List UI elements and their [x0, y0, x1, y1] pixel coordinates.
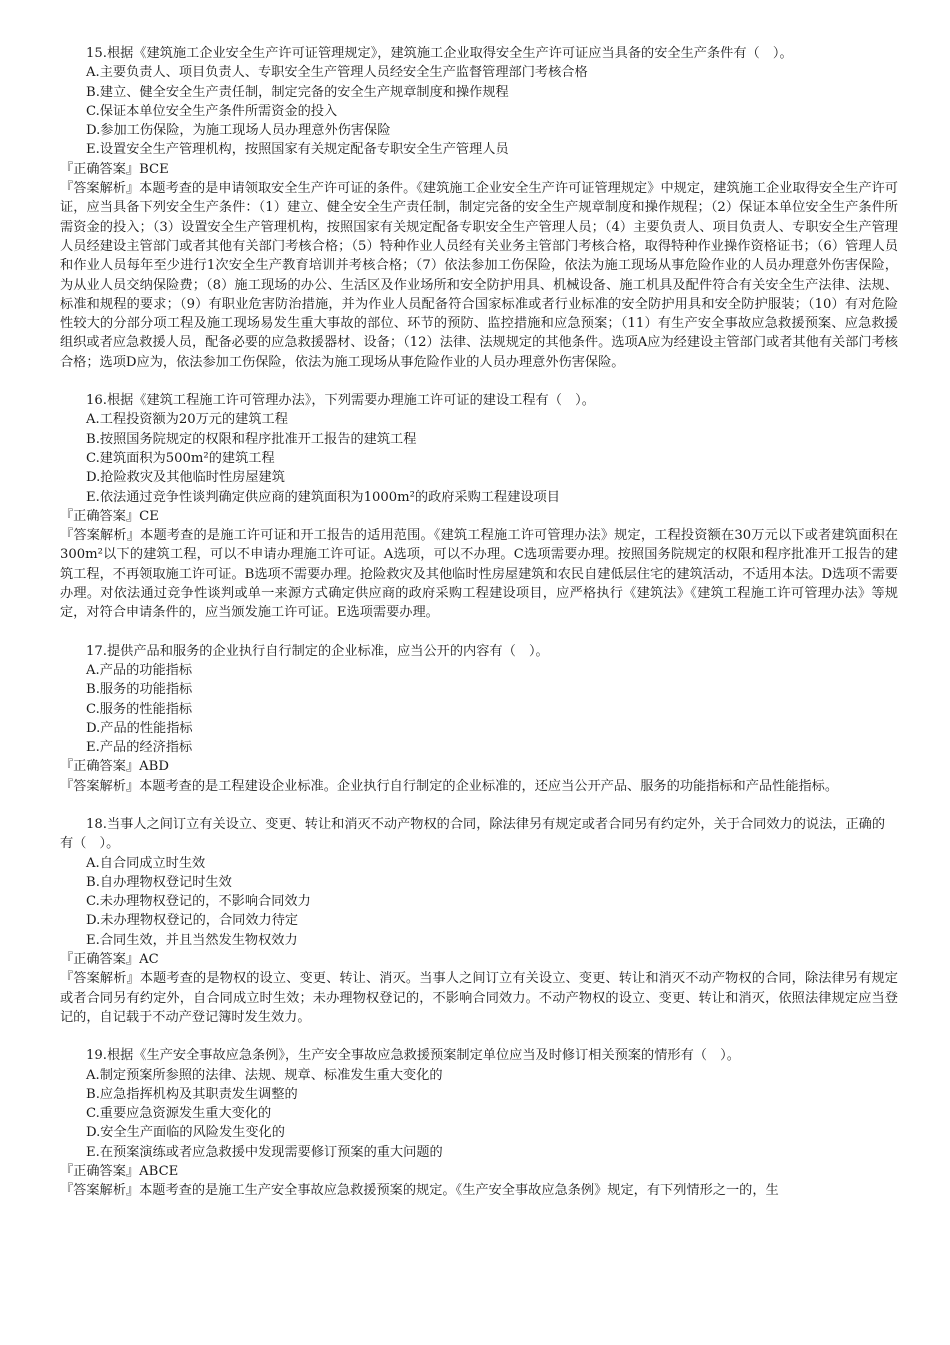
question-19 — [60, 1046, 898, 1200]
option-e: E.合同生效，并且当然发生物权效力 — [86, 932, 298, 948]
question-17 — [60, 642, 898, 796]
option-c: C.重要应急资源发生重大变化的 — [86, 1106, 272, 1122]
question-stem: 16.根据《建筑工程施工许可管理办法》，下列需要办理施工许可证的建设工程有（ ）。 — [86, 393, 595, 409]
answer-analysis: 『答案解析』本题考查的是施工生产安全事故应急救援预案的规定。《生产安全事故应急条例》规定，有下列情形之一的，生 — [60, 1183, 779, 1199]
spacer — [60, 796, 898, 815]
correct-answer: 『正确答案』ABD — [60, 759, 169, 775]
spacer — [60, 1027, 898, 1046]
option-c: C.保证本单位安全生产条件所需资金的投入 — [86, 103, 338, 119]
option-a: A.工程投资额为20万元的建筑工程 — [86, 412, 288, 428]
correct-answer: 『正确答案』AC — [60, 952, 159, 968]
answer-analysis: 『答案解析』本题考查的是申请领取安全生产许可证的条件。《建筑施工企业安全生产许可证管理规定》中规定，建筑施工企业取得安全生产许可证，应当具备下列安全生产条件：（1）建立、健全安全生产责任制，制定完备的安全生产规章制度和操作规程；（2）保证本单位安全生产条件所需资金的投入；（3）设置安全生产管理机构，按照国家有关规定配备专职安全生产管理人员；（4）主要负责人、项目负责人、专职安全生产管理人员经建设主管部门或者其他有关部门考核合格；（5）特种作业人员经有关业务主管部门考核合格，取得特种作业操作资格证书；（6）管理人员和作业人员每年至少进行1次安全生产教育培训并考核合格；（7）依法参加工伤保险，依法为施工现场从事危险作业的人员办理意外伤害保险，为从业人员交纳保险费；（8）施工现场的办公、生活区及作业场所和安全防护用具、机械设备、施工机具及配件符合有关安全生产法律、法规、标准和规程的要求；（9）有职业危害防治措施，并为作业人员配备符合国家标准或者行业标准的安全防护用具和安全防护服装；（10）有对危险性较大的分部分项工程及施工现场易发生重大事故的部位、环节的预防、监控措施和应急预案；（11）有生产安全事故应急救援预案、应急救援组织或者应急救援人员，配备必要的应急救援器材、设备；（12）法律、法规规定的其他条件。选项A应为经建设主管部门或者其他有关部门考核合格；选项D应为，依法参加工伤保险，依法为施工现场从事危险作业的人员办理意外伤害保险。 — [60, 181, 898, 370]
question-stem: 17.提供产品和服务的企业执行自行制定的企业标准，应当公开的内容有（ ）。 — [86, 643, 549, 659]
option-a: A.产品的功能指标 — [86, 662, 193, 678]
option-e: E.依法通过竞争性谈判确定供应商的建筑面积为1000m²的政府采购工程建设项目 — [86, 489, 560, 505]
option-a: A.主要负责人、项目负责人、专职安全生产管理人员经安全生产监督管理部门考核合格 — [86, 65, 588, 81]
answer-analysis: 『答案解析』本题考查的是工程建设企业标准。企业执行自行制定的企业标准的，还应当公开产品、服务的功能指标和产品性能指标。 — [60, 778, 839, 794]
option-d: D.参加工伤保险，为施工现场人员办理意外伤害保险 — [86, 123, 391, 139]
correct-answer: 『正确答案』BCE — [60, 161, 169, 177]
question-stem: 18.当事人之间订立有关设立、变更、转让和消灭不动产物权的合同，除法律另有规定或者合同另有约定外，关于合同效力的说法，正确的有（ ）。 — [60, 816, 886, 852]
option-d: D.未办理物权登记的，合同效力待定 — [86, 913, 299, 929]
question-stem: 19.根据《生产安全事故应急条例》，生产安全事故应急救援预案制定单位应当及时修订相关预案的情形有（ ）。 — [86, 1048, 740, 1064]
option-c: C.未办理物权登记的，不影响合同效力 — [86, 894, 311, 910]
question-stem: 15.根据《建筑施工企业安全生产许可证管理规定》，建筑施工企业取得安全生产许可证应当具备的安全生产条件有（ ）。 — [86, 46, 793, 61]
option-b: B.自办理物权登记时生效 — [86, 874, 232, 890]
spacer — [60, 372, 898, 391]
option-c: C.建筑面积为500m²的建筑工程 — [86, 450, 275, 466]
option-c: C.服务的性能指标 — [86, 701, 193, 717]
correct-answer: 『正确答案』CE — [60, 508, 159, 524]
option-d: D.产品的性能指标 — [86, 720, 193, 736]
option-e: E.在预案演练或者应急救援中发现需要修订预案的重大问题的 — [86, 1144, 443, 1160]
option-d: D.安全生产面临的风险发生变化的 — [86, 1125, 285, 1141]
question-18 — [60, 815, 898, 1027]
option-b: B.服务的功能指标 — [86, 682, 193, 698]
option-a: A.自合同成立时生效 — [86, 855, 206, 871]
option-b: B.按照国务院规定的权限和程序批准开工报告的建筑工程 — [86, 431, 417, 447]
option-b: B.建立、健全安全生产责任制，制定完备的安全生产规章制度和操作规程 — [86, 84, 509, 100]
correct-answer: 『正确答案』ABCE — [60, 1164, 179, 1180]
answer-analysis: 『答案解析』本题考查的是施工许可证和开工报告的适用范围。《建筑工程施工许可管理办法》规定，工程投资额在30万元以下或者建筑面积在300m²以下的建筑工程，可以不申请办理施工许可证。A选项，可以不办理。C选项需要办理。按照国务院规定的权限和程序批准开工报告的建筑工程，不再领取施工许可证。B选项不需要办理。抢险救灾及其他临时性房屋建筑和农民自建低层住宅的建筑活动，不适用本法。D选项不需要办理。对依法通过竞争性谈判或单一来源方式确定供应商的政府采购工程建设项目，应严格执行《建筑法》《建筑工程施工许可管理办法》等规定，对符合申请条件的，应当颁发施工许可证。E选项需要办理。 — [60, 528, 898, 621]
answer-analysis: 『答案解析』本题考查的是物权的设立、变更、转让、消灭。当事人之间订立有关设立、变更、转让和消灭不动产物权的合同，除法律另有规定或者合同另有约定外，自合同成立时生效；未办理物权登记的，不影响合同效力。不动产物权的设立、变更、转让和消灭，依照法律规定应当登记的，自记载于不动产登记簿时发生效力。 — [60, 971, 898, 1025]
option-d: D.抢险救灾及其他临时性房屋建筑 — [86, 470, 285, 486]
option-e: E.产品的经济指标 — [86, 740, 193, 756]
option-e: E.设置安全生产管理机构，按照国家有关规定配备专职安全生产管理人员 — [86, 142, 509, 158]
question-16 — [60, 391, 898, 623]
spacer — [60, 623, 898, 642]
option-b: B.应急指挥机构及其职责发生调整的 — [86, 1086, 298, 1102]
question-15 — [60, 44, 898, 372]
option-a: A.制定预案所参照的法律、法规、规章、标准发生重大变化的 — [86, 1067, 443, 1083]
